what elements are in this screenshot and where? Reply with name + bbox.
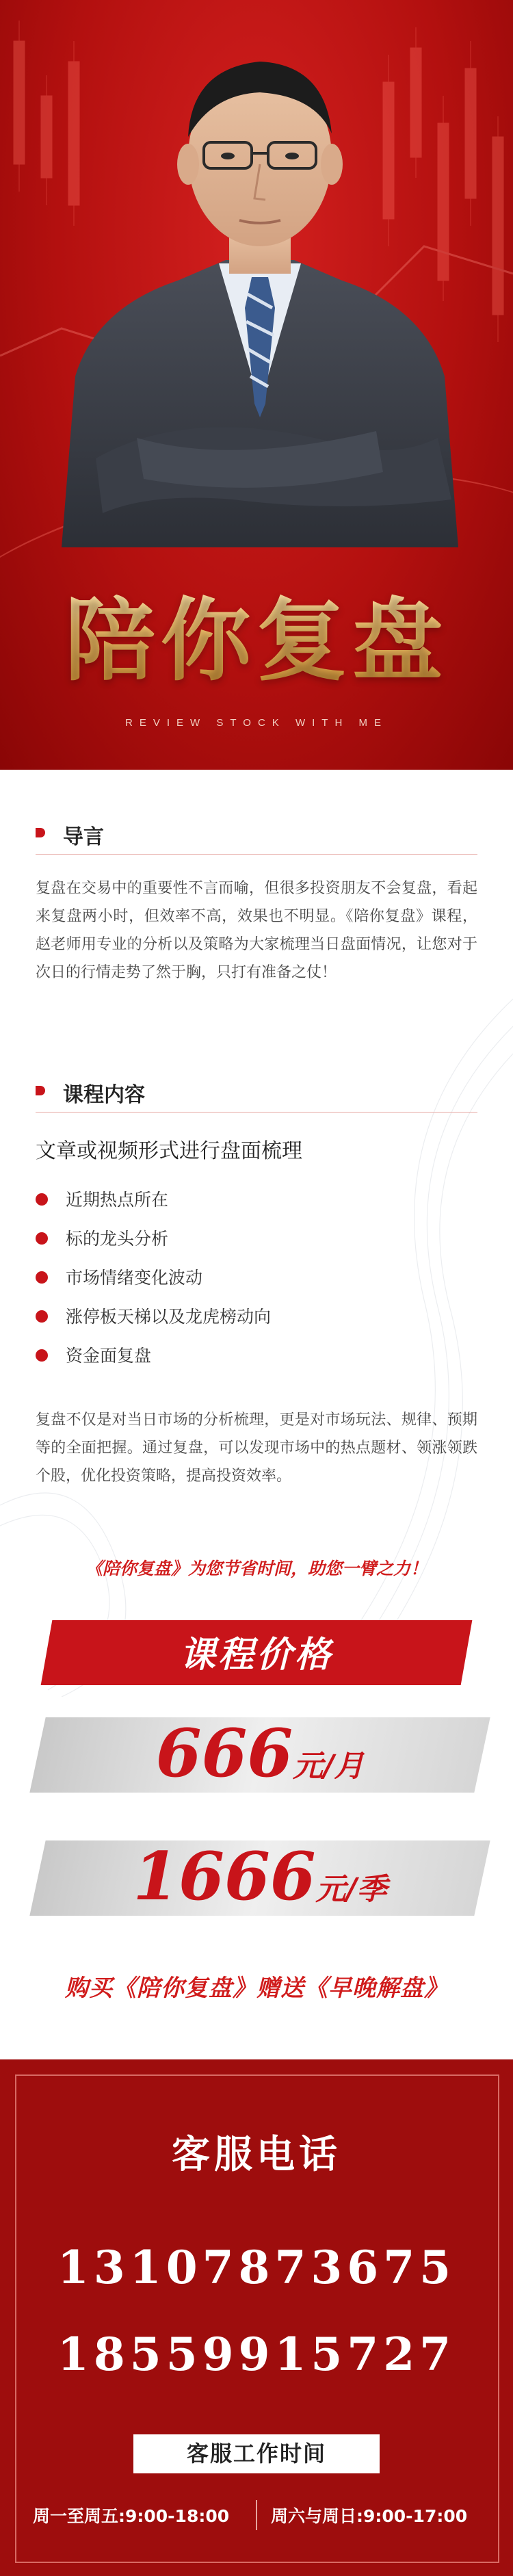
intro-heading bbox=[36, 813, 477, 855]
list-item bbox=[36, 1301, 473, 1340]
bullet-dot-icon bbox=[36, 1349, 48, 1362]
list-item bbox=[36, 1223, 473, 1262]
quarterly-price-unit: 元/季 bbox=[315, 1872, 387, 1907]
course-heading-label: 课程内容 bbox=[63, 1083, 145, 1107]
gift-promo: 购买《陪你复盘》赠送《早晚解盘》 bbox=[65, 1975, 448, 2002]
section-bullet-icon bbox=[36, 828, 45, 837]
list-item bbox=[36, 1184, 473, 1223]
bullet-dot-icon bbox=[36, 1193, 48, 1206]
hero-banner bbox=[0, 0, 513, 770]
course-paragraph: 复盘不仅是对当日市场的分析梳理，更是对市场玩法、规律、预期等的全面把握。通过复盘，可以发现市场中的热点题材、领涨领跌个股，优化投资策略，提高投资效率。 bbox=[36, 1411, 477, 1485]
monthly-price-unit: 元/月 bbox=[293, 1749, 365, 1784]
quarterly-price-amount: 1666 bbox=[133, 1838, 316, 1915]
hero-title: 陪你复盘 bbox=[0, 568, 513, 698]
hours-badge bbox=[133, 2434, 380, 2473]
intro-heading-label: 导言 bbox=[63, 825, 104, 849]
list-item bbox=[36, 1340, 473, 1379]
list-item-label: 市场情绪变化波动 bbox=[66, 1268, 203, 1288]
monthly-price bbox=[38, 1715, 482, 1792]
course-slogan: 《陪你复盘》为您节省时间，助您一臂之力！ bbox=[85, 1559, 428, 1578]
hours-title: 客服工作时间 bbox=[186, 2441, 326, 2467]
course-subtitle: 文章或视频形式进行盘面梳理 bbox=[36, 1139, 302, 1163]
bullet-dot-icon bbox=[36, 1310, 48, 1323]
contact-title: 客服电话 bbox=[172, 2133, 341, 2177]
hours-row bbox=[15, 2495, 497, 2536]
hero-subtitle: REVIEW STOCK WITH ME bbox=[125, 717, 388, 729]
weekday-hours: 周一至周五:9:00-18:00 bbox=[33, 2506, 230, 2526]
list-item-label: 近期热点所在 bbox=[66, 1190, 169, 1210]
bullet-dot-icon bbox=[36, 1271, 48, 1284]
list-item-label: 涨停板天梯以及龙虎榜动向 bbox=[66, 1307, 272, 1327]
quarterly-price bbox=[38, 1838, 482, 1915]
list-item bbox=[36, 1262, 473, 1301]
teacher-portrait bbox=[55, 21, 465, 547]
course-topic-list bbox=[36, 1184, 473, 1379]
phone-number-1[interactable]: 13107873675 bbox=[57, 2241, 456, 2294]
weekend-hours: 周六与周日:9:00-17:00 bbox=[271, 2506, 468, 2526]
course-heading bbox=[36, 1071, 477, 1113]
list-item-label: 资金面复盘 bbox=[66, 1346, 152, 1366]
monthly-price-amount: 666 bbox=[155, 1715, 293, 1792]
contact-section bbox=[0, 2059, 513, 2576]
bullet-dot-icon bbox=[36, 1232, 48, 1245]
section-bullet-icon bbox=[36, 1086, 45, 1095]
phone-number-2[interactable]: 18559915727 bbox=[57, 2328, 456, 2381]
list-item-label: 标的龙头分析 bbox=[66, 1229, 169, 1249]
intro-paragraph: 复盘在交易中的重要性不言而喻，但很多投资朋友不会复盘，看起来复盘两小时，但效率不高，效果也不明显。《陪你复盘》课程，赵老师用专业的分析以及策略为大家梳理当日盘面情况，让您对于次日的行情走势了然于胸，只打有准备之仗！ bbox=[36, 880, 477, 981]
hours-divider bbox=[256, 2500, 257, 2530]
price-banner-title: 课程价格 bbox=[179, 1635, 333, 1676]
